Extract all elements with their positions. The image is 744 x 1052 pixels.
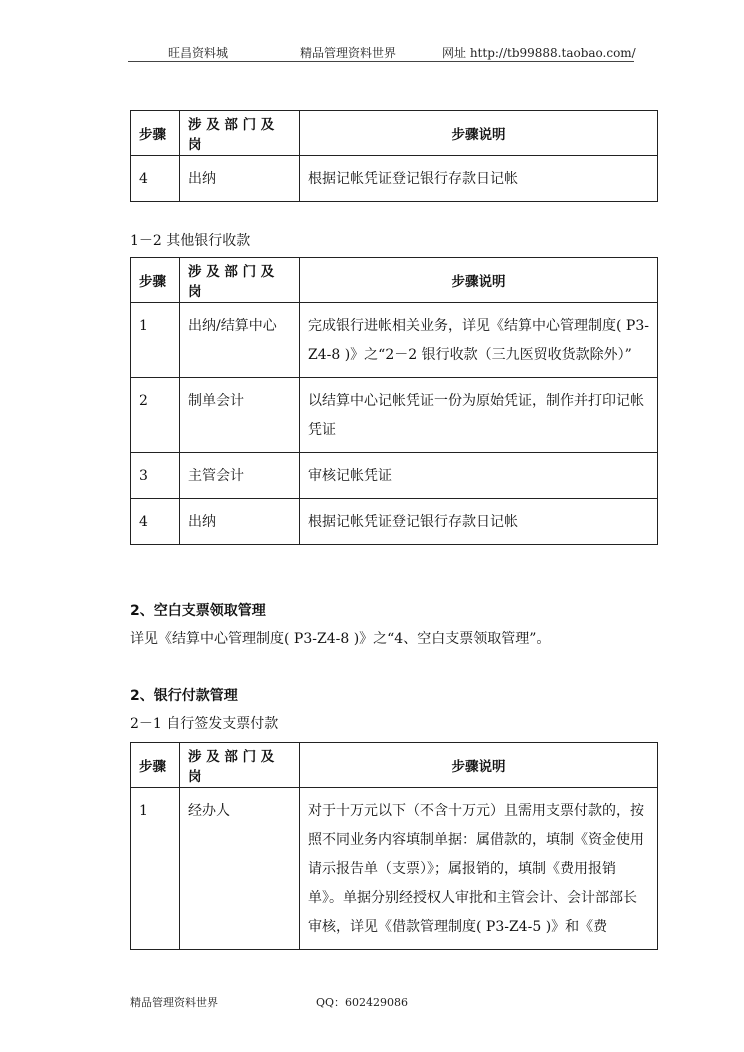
table-row	[131, 499, 658, 545]
cell-step: 1	[131, 788, 180, 950]
steps-table-bank-deposit	[130, 110, 658, 202]
footer-site-slogan: 精品管理资料世界	[130, 996, 218, 1009]
table-row	[131, 788, 658, 950]
column-header-step: 步骤	[131, 111, 180, 156]
section-title-self-issued-check: 2－1 自行签发支票付款	[130, 716, 279, 732]
cell-desc: 对于十万元以下（不含十万元）且需用支票付款的，按照不同业务内容填制单据：属借款的，填制《资金使用请示报告单（支票）》；属报销的，填制《费用报销单》。单据分别经授权人审批和主管会计、会计部部长审核，详见《借款管理制度( P3-Z4-5 )》和《费	[300, 788, 658, 950]
section-title-other-bank-receipts: 1－2 其他银行收款	[130, 233, 251, 249]
cell-dept: 经办人	[180, 788, 300, 950]
column-header-step: 步骤	[131, 743, 180, 788]
column-header-desc: 步骤说明	[300, 743, 658, 788]
cell-desc: 审核记帐凭证	[300, 453, 658, 499]
table-header-row	[131, 111, 658, 156]
column-header-step: 步骤	[131, 258, 180, 303]
table-row	[131, 453, 658, 499]
cell-desc: 以结算中心记帐凭证一份为原始凭证，制作并打印记帐凭证	[300, 378, 658, 453]
cell-step: 2	[131, 378, 180, 453]
cell-dept: 出纳	[180, 156, 300, 202]
cell-desc: 完成银行进帐相关业务，详见《结算中心管理制度( P3-Z4-8 )》之“2－2 银行收款（三九医贸收货款除外）”	[300, 303, 658, 378]
table-row	[131, 303, 658, 378]
table-header-row	[131, 258, 658, 303]
table-header-row	[131, 743, 658, 788]
header-site-slogan: 精品管理资料世界	[300, 46, 397, 60]
header-site-name: 旺昌资料城	[168, 46, 229, 60]
cell-step: 3	[131, 453, 180, 499]
cell-dept: 制单会计	[180, 378, 300, 453]
blank-check-reference-text: 详见《结算中心管理制度( P3-Z4-8 )》之“4、空白支票领取管理”。	[130, 631, 551, 647]
cell-desc: 根据记帐凭证登记银行存款日记帐	[300, 156, 658, 202]
cell-desc: 根据记帐凭证登记银行存款日记帐	[300, 499, 658, 545]
heading-bank-payment-management: 2、银行付款管理	[130, 688, 238, 704]
heading-blank-check-management: 2、空白支票领取管理	[130, 603, 266, 619]
column-header-desc: 步骤说明	[300, 258, 658, 303]
column-header-dept: 涉 及 部 门 及 岗	[180, 743, 300, 788]
header-divider	[128, 61, 634, 62]
cell-dept: 出纳/结算中心	[180, 303, 300, 378]
column-header-dept: 涉 及 部 门 及 岗	[180, 258, 300, 303]
column-header-desc: 步骤说明	[300, 111, 658, 156]
column-header-dept: 涉 及 部 门 及 岗	[180, 111, 300, 156]
cell-step: 4	[131, 499, 180, 545]
header-url: 网址 http://tb99888.taobao.com/	[442, 46, 636, 60]
cell-dept: 出纳	[180, 499, 300, 545]
steps-table-check-payment	[130, 742, 658, 950]
footer-qq: QQ：602429086	[316, 996, 409, 1009]
cell-dept: 主管会计	[180, 453, 300, 499]
table-row	[131, 156, 658, 202]
table-row	[131, 378, 658, 453]
steps-table-other-receipts	[130, 257, 658, 545]
cell-step: 1	[131, 303, 180, 378]
cell-step: 4	[131, 156, 180, 202]
